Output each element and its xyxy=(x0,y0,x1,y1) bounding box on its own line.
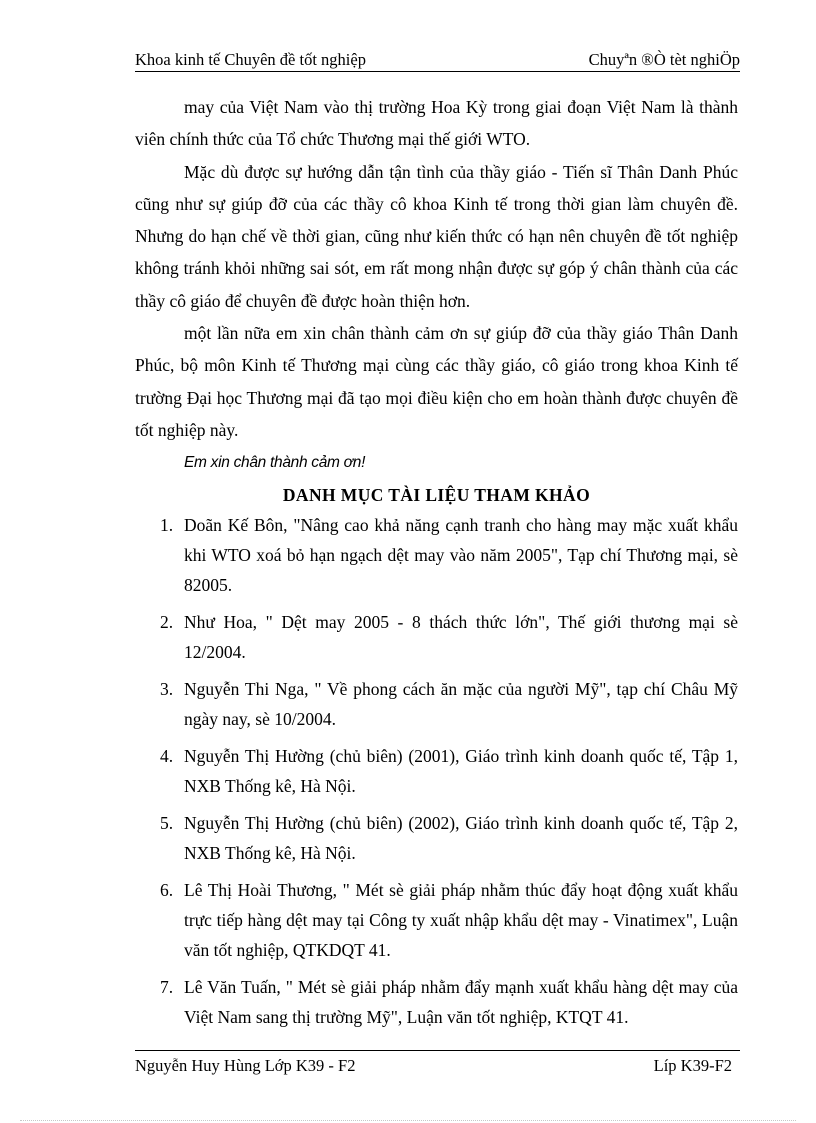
reference-text: Lê Thị Hoài Thương, " Mét sè giải pháp nhằm thúc đẩy hoạt động xuất khẩu trực tiếp hàng dệt may tại Công ty xuất nhập khẩu dệt may - Vinatimex", Luận văn tốt nghiệp, QTKDQT 41. xyxy=(184,880,738,961)
reference-number: 2. xyxy=(160,612,174,633)
references-title: DANH MỤC TÀI LIỆU THAM KHẢO xyxy=(282,485,591,506)
reference-number: 4. xyxy=(160,746,174,767)
page-content xyxy=(135,91,738,1039)
reference-item xyxy=(135,972,738,1032)
reference-item xyxy=(135,674,738,734)
body-paragraph-3: một lần nữa em xin chân thành cảm ơn sự giúp đỡ của thầy giáo Thân Danh Phúc, bộ môn Kinh tế Thương mại cùng các thầy giáo, cô giáo trong khoa Kinh tế trường Đại học Thương mại đã tạo mọi điều kiện cho em hoàn thành được chuyên đề tốt nghiệp này. xyxy=(135,323,738,440)
reference-item xyxy=(135,808,738,868)
reference-number: 5. xyxy=(160,813,174,834)
header-right-text: Chuyªn ®Ò tèt nghiÖp xyxy=(588,50,740,69)
footer-right-text: Líp K39-F2 xyxy=(653,1056,732,1075)
reference-item xyxy=(135,510,738,600)
references-list xyxy=(135,510,738,1032)
reference-number: 1. xyxy=(160,515,174,536)
reference-text: Như Hoa, " Dệt may 2005 - 8 thách thức lớn", Thế giới thương mại sè 12/2004. xyxy=(184,612,738,663)
page-header xyxy=(135,49,740,72)
reference-text: Doãn Kế Bôn, "Nâng cao khả năng cạnh tranh cho hàng may mặc xuất khẩu khi WTO xoá bỏ hạn ngạch dệt may vào năm 2005", Tạp chí Thương mại, sè 82005. xyxy=(184,515,738,596)
reference-text: Nguyễn Thị Hường (chủ biên) (2002), Giáo trình kinh doanh quốc tế, Tập 2, NXB Thống kê, Hà Nội. xyxy=(184,813,738,864)
reference-number: 7. xyxy=(160,977,174,998)
reference-number: 6. xyxy=(160,880,174,901)
reference-text: Nguyễn Thị Hường (chủ biên) (2001), Giáo trình kinh doanh quốc tế, Tập 1, NXB Thống kê, Hà Nội. xyxy=(184,746,738,797)
header-left-text: Khoa kinh tế Chuyên đề tốt nghiệp xyxy=(135,50,366,69)
reference-item xyxy=(135,875,738,965)
reference-item xyxy=(135,607,738,667)
footer-left-text: Nguyễn Huy Hùng Lớp K39 - F2 xyxy=(135,1056,356,1075)
closing-thanks: Em xin chân thành cảm ơn! xyxy=(184,454,366,472)
page-bottom-divider xyxy=(20,1120,796,1121)
reference-item xyxy=(135,741,738,801)
reference-number: 3. xyxy=(160,679,174,700)
body-paragraph-1: may của Việt Nam vào thị trường Hoa Kỳ trong giai đoạn Việt Nam là thành viên chính thức của Tổ chức Thương mại thế giới WTO. xyxy=(135,97,738,150)
page-footer xyxy=(135,1050,740,1079)
reference-text: Lê Văn Tuấn, " Mét sè giải pháp nhằm đẩy mạnh xuất khẩu hàng dệt may của Việt Nam sang thị trường Mỹ", Luận văn tốt nghiệp, KTQT 41. xyxy=(184,977,738,1028)
body-paragraph-2: Mặc dù được sự hướng dẫn tận tình của thầy giáo - Tiến sĩ Thân Danh Phúc cũng như sự giúp đỡ của các thầy cô khoa Kinh tế trong thời gian làm chuyên đề. Nhưng do hạn chế về thời gian, cũng như kiến thức có hạn nên chuyên đề tốt nghiệp không tránh khỏi những sai sót, em rất mong nhận được sự góp ý chân thành của các thầy cô giáo để chuyên đề được hoàn thiện hơn. xyxy=(135,161,738,311)
reference-text: Nguyễn Thi Nga, " Về phong cách ăn mặc của người Mỹ", tạp chí Châu Mỹ ngày nay, sè 10/2004. xyxy=(184,679,738,730)
